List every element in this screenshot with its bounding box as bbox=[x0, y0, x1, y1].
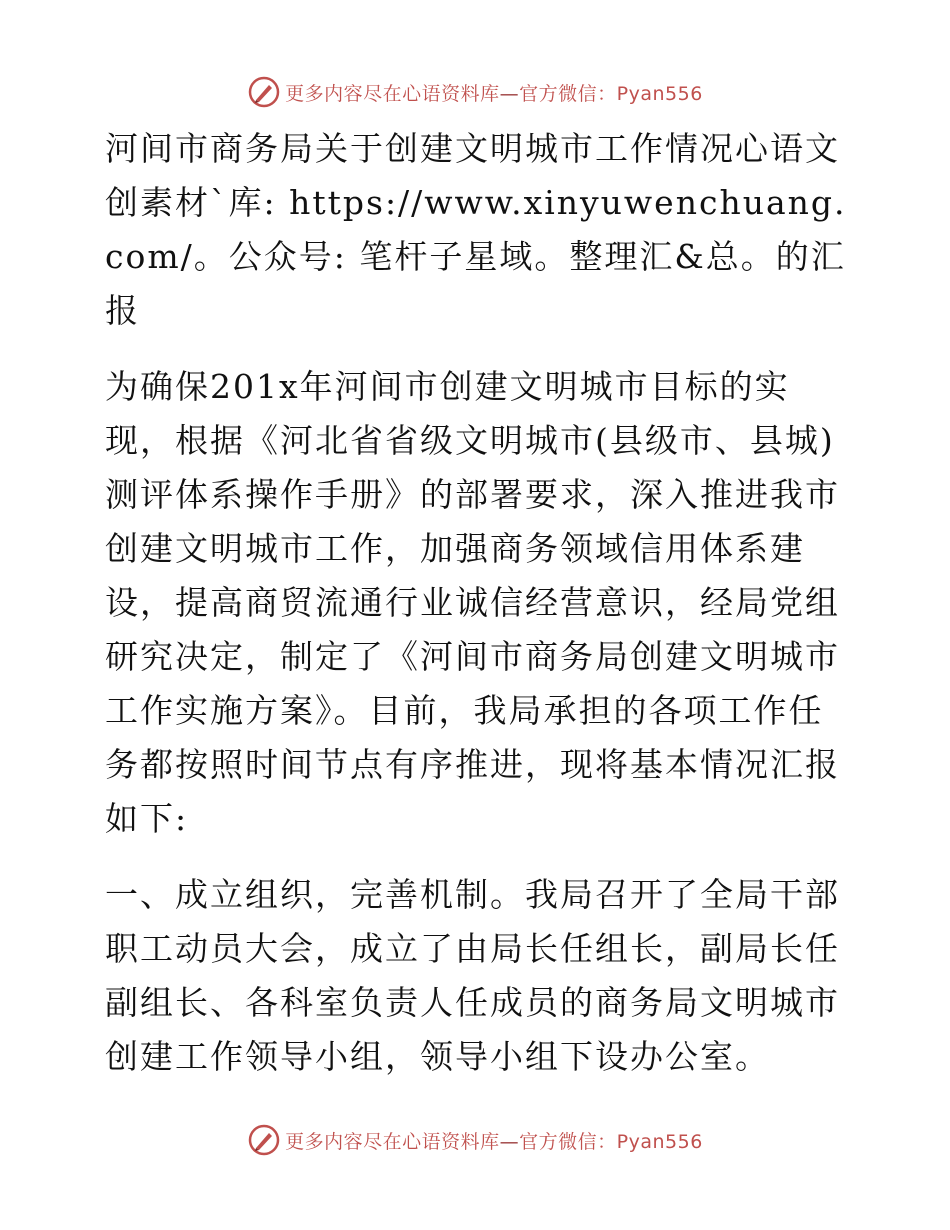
document-title: 河间市商务局关于创建文明城市工作情况心语文创素材`库: https://www.xinyuwenchuang.com/。公众号: 笔杆子星域。整理汇&总。的汇报 bbox=[105, 129, 847, 330]
document-body bbox=[97, 122, 857, 1084]
footer-watermark-banner bbox=[0, 1120, 950, 1160]
header-watermark-banner bbox=[0, 72, 950, 112]
paragraph-section-one: 一、成立组织，完善机制。我局召开了全局干部职工动员大会，成立了由局长任组长，副局长任副组长、各科室负责人任成员的商务局文明城市创建工作领导小组，领导小组下设办公室。 bbox=[105, 875, 840, 1076]
pen-logo-icon bbox=[247, 75, 281, 109]
pen-logo-icon bbox=[247, 1123, 281, 1157]
paragraph-intro: 为确保201x年河间市创建文明城市目标的实现，根据《河北省省级文明城市(县级市、县城)测评体系操作手册》的部署要求，深入推进我市创建文明城市工作，加强商务领域信用体系建设，提高商贸流通行业诚信经营意识，经局党组研究决定，制定了《河间市商务局创建文明城市工作实施方案》。目前，我局承担的各项工作任务都按照时间节点有序推进，现将基本情况汇报如下: bbox=[105, 367, 840, 838]
header-banner-text: 更多内容尽在心语资料库—官方微信：Pyan556 bbox=[285, 82, 703, 105]
footer-banner-text: 更多内容尽在心语资料库—官方微信：Pyan556 bbox=[285, 1130, 703, 1153]
